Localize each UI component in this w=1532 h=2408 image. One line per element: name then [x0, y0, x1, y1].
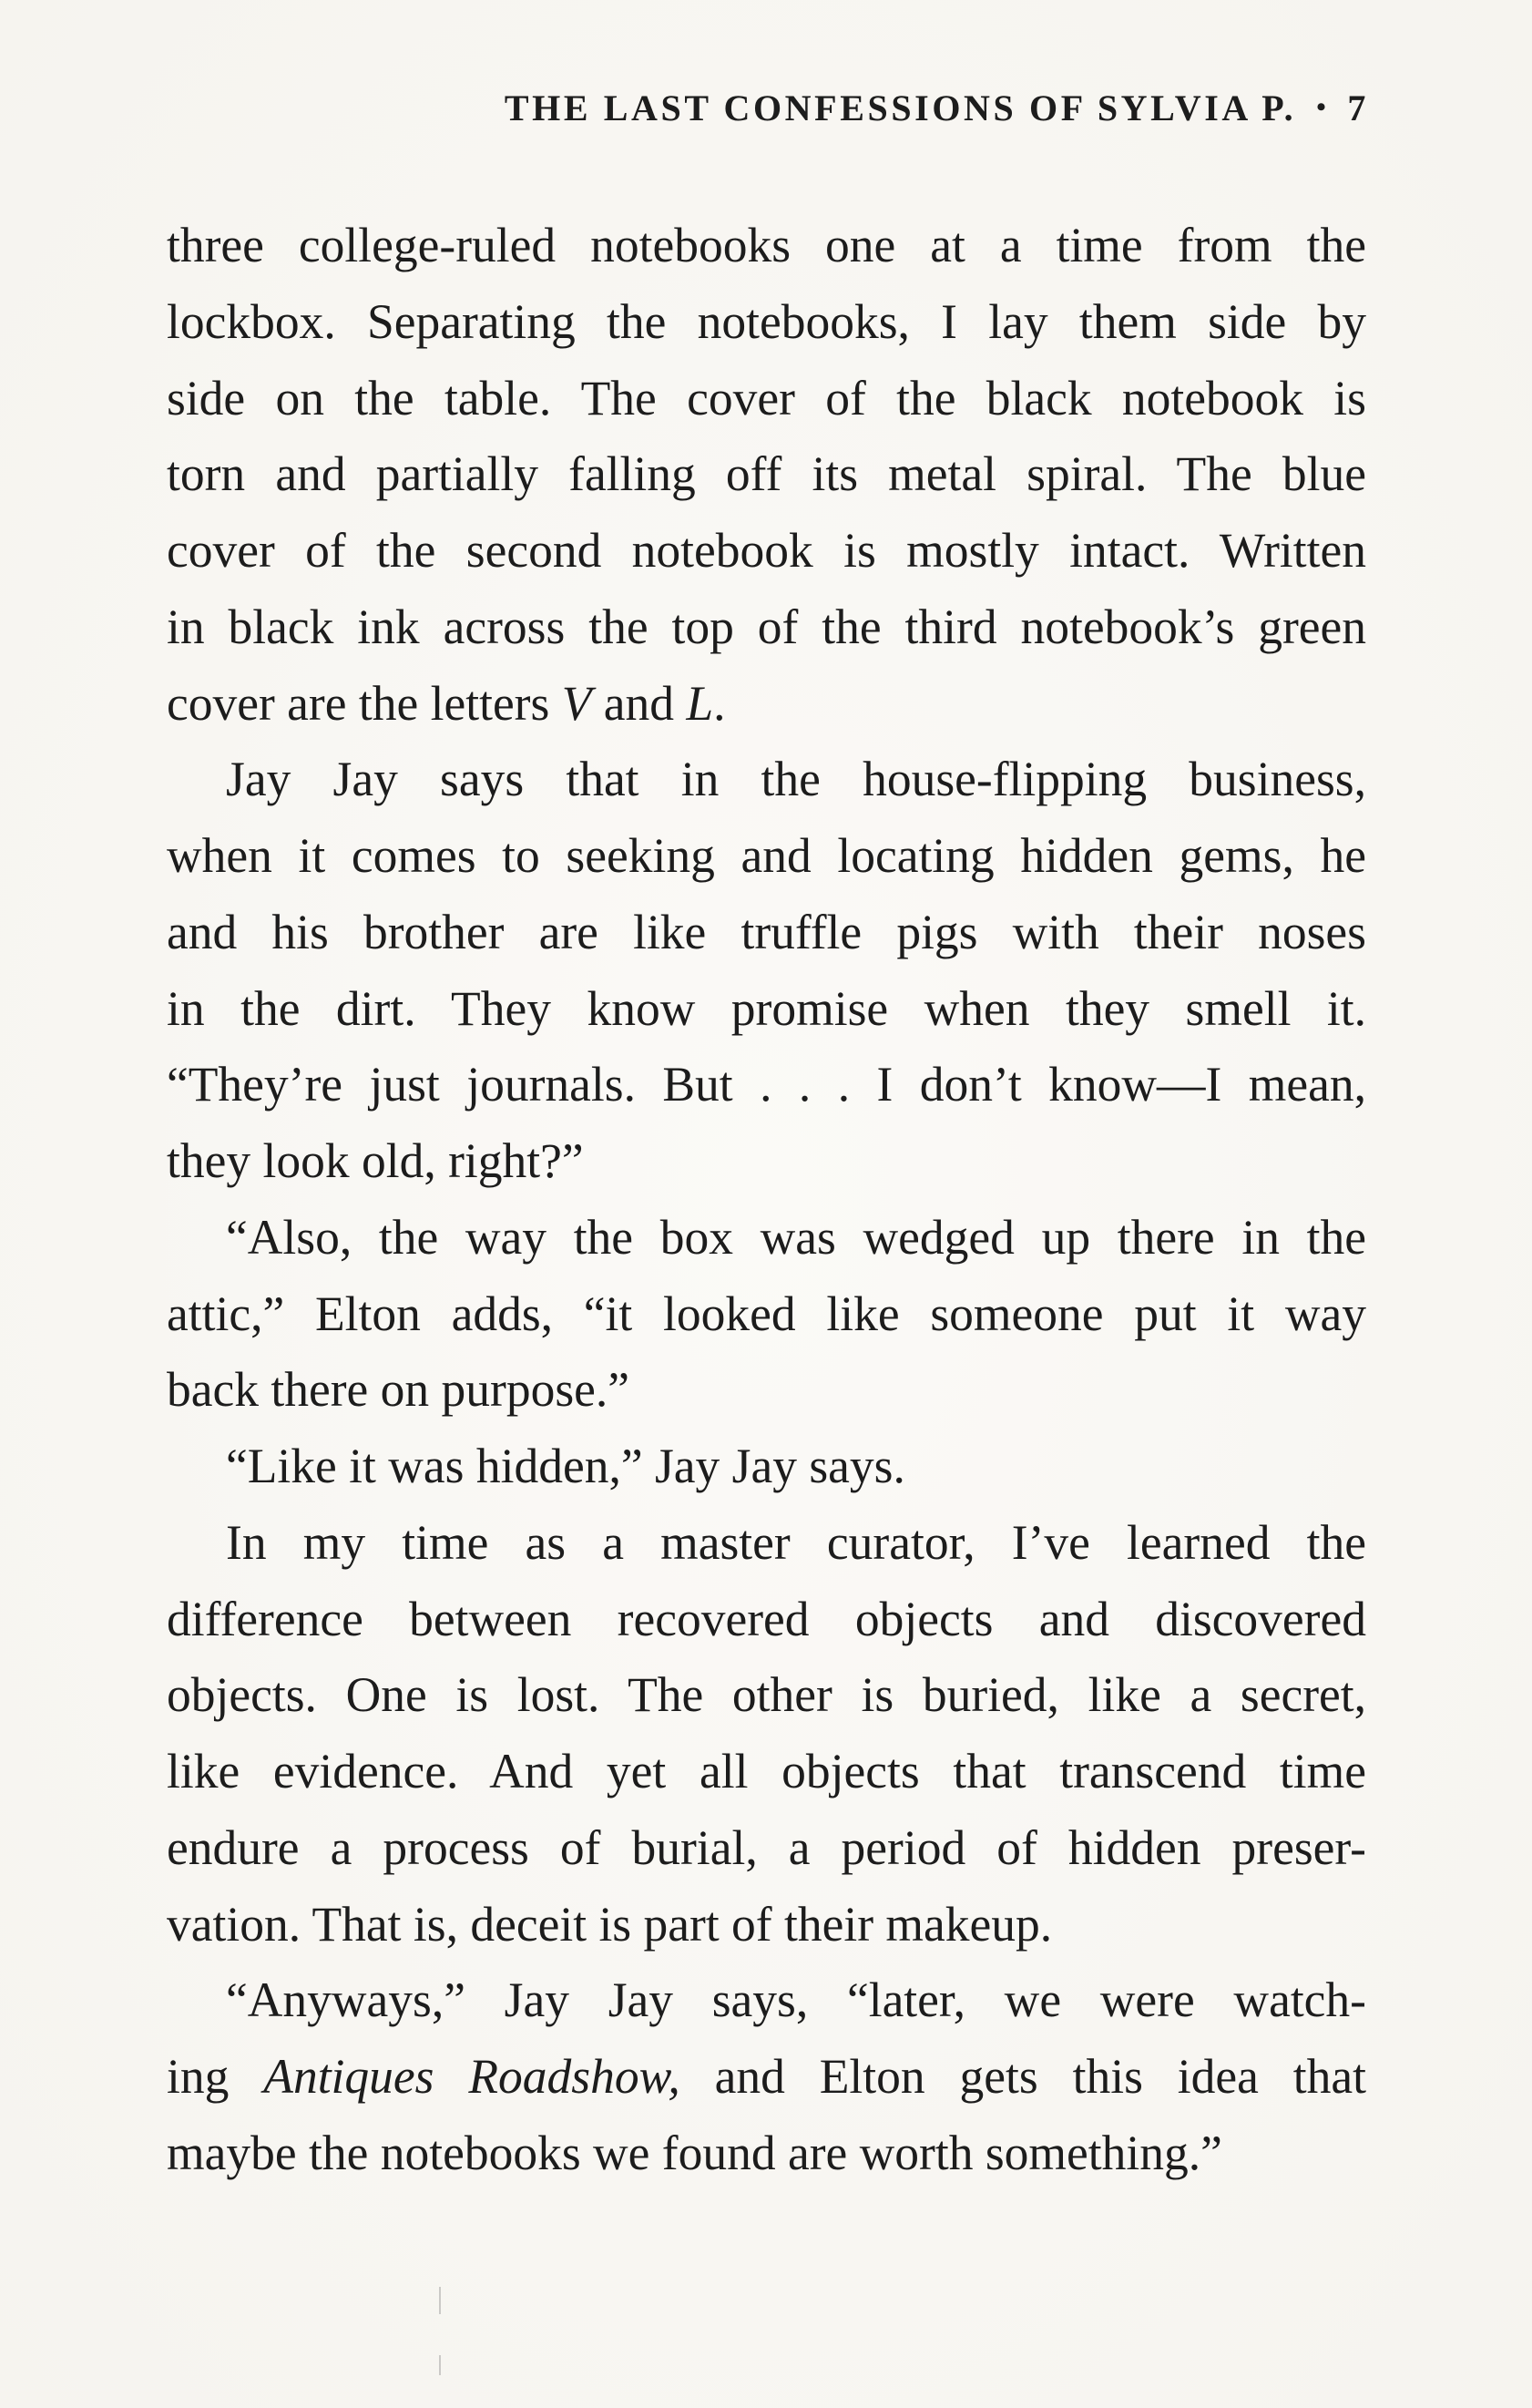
text-line: like evidence. And yet all objects that transcend time	[167, 1744, 1366, 1798]
text-line: “Anyways,” Jay Jay says, “later, we were watch-	[226, 1973, 1366, 2028]
text-line: side on the table. The cover of the black notebook is	[167, 370, 1366, 425]
italic-letter: V	[561, 675, 592, 731]
text-line	[167, 2039, 1366, 2116]
text-span: and Elton gets this idea that	[679, 2049, 1367, 2104]
text-line: difference between recovered objects and discovered	[167, 1591, 1366, 1646]
text-line: cover of the second notebook is mostly intact. Written	[167, 523, 1366, 578]
italic-letter: L	[686, 675, 714, 731]
text-span: and	[591, 675, 687, 731]
text-line: and his brother are like truffle pigs with their noses	[167, 904, 1366, 959]
page-number: 7	[1347, 87, 1369, 128]
text-line: “Also, the way the box was wedged up there in the	[226, 1209, 1366, 1265]
running-header	[385, 80, 1369, 135]
text-line: when it comes to seeking and locating hidden gems, he	[167, 828, 1366, 883]
text-line: Jay Jay says that in the house-flipping business,	[226, 752, 1366, 807]
text-span: cover are the letters	[167, 675, 562, 731]
text-line: they look old, right?”	[167, 1133, 584, 1188]
text-line: in the dirt. They know promise when they smell it.	[167, 980, 1366, 1036]
header-separator: •	[1316, 92, 1330, 122]
text-line	[167, 666, 1366, 743]
text-span: ing	[167, 2049, 264, 2104]
text-line: in black ink across the top of the third notebook’s green	[167, 599, 1366, 654]
text-line: “They’re just journals. But . . . I don’t know—I mean,	[167, 1057, 1366, 1112]
text-line: lockbox. Separating the notebooks, I lay them side by	[167, 293, 1366, 349]
text-line: back there on purpose.”	[167, 1362, 630, 1418]
text-line: endure a process of burial, a period of hidden preser-	[167, 1819, 1366, 1875]
scan-mark	[439, 2287, 441, 2314]
text-line: In my time as a master curator, I’ve learned the	[226, 1514, 1366, 1570]
text-line: torn and partially falling off its metal spiral. The blue	[167, 446, 1366, 502]
scan-mark	[439, 2355, 441, 2375]
text-line: three college-ruled notebooks one at a time from the	[167, 218, 1366, 272]
running-title: THE LAST CONFESSIONS OF SYLVIA P.	[504, 87, 1297, 128]
text-line: attic,” Elton adds, “it looked like someone put it way	[167, 1286, 1366, 1341]
text-line: “Like it was hidden,” Jay Jay says.	[226, 1439, 905, 1493]
italic-title: Antiques Roadshow,	[263, 2049, 680, 2104]
text-line: objects. One is lost. The other is buried, like a secret,	[167, 1667, 1366, 1723]
text-line: maybe the notebooks we found are worth something.”	[167, 2125, 1222, 2180]
body-text	[167, 208, 1366, 2192]
text-span: .	[713, 675, 726, 731]
text-line: vation. That is, deceit is part of their makeup.	[167, 1896, 1053, 1952]
